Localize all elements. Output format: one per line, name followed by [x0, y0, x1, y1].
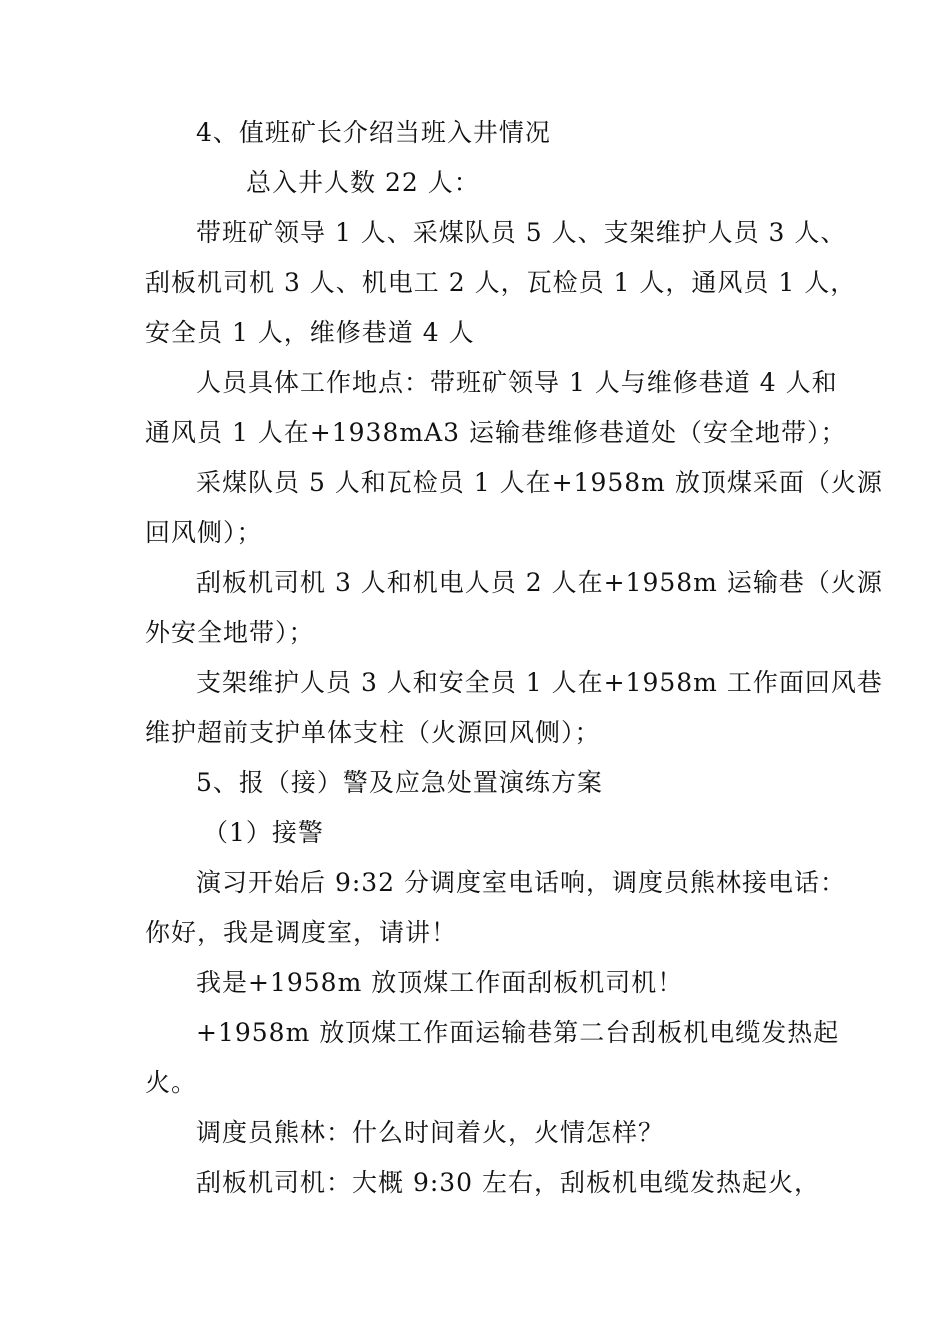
- paragraph-line: 外安全地带）；: [145, 618, 315, 647]
- section-heading-5: 5、报（接）警及应急处置演练方案: [196, 768, 603, 797]
- paragraph-line: 火。: [145, 1068, 198, 1097]
- paragraph-line: 你好，我是调度室，请讲！: [145, 918, 458, 947]
- paragraph-line: 支架维护人员 3 人和安全员 1 人在+1958m 工作面回风巷: [196, 668, 883, 697]
- paragraph-line: 演习开始后 9:32 分调度室电话响，调度员熊林接电话：: [196, 868, 847, 897]
- paragraph-line: 带班矿领导 1 人、采煤队员 5 人、支架维护人员 3 人、: [196, 218, 847, 247]
- paragraph-line: 维护超前支护单体支柱（火源回风侧）；: [145, 718, 601, 747]
- section-heading-4: 4、值班矿长介绍当班入井情况: [196, 118, 551, 147]
- paragraph-line: +1958m 放顶煤工作面运输巷第二台刮板机电缆发热起: [196, 1018, 840, 1047]
- paragraph-line: 调度员熊林：什么时间着火，火情怎样？: [196, 1118, 665, 1147]
- paragraph-line: 刮板机司机 3 人和机电人员 2 人在+1958m 运输巷（火源: [196, 568, 883, 597]
- total-personnel-line: 总入井人数 22 人：: [246, 168, 480, 197]
- paragraph-line: 安全员 1 人，维修巷道 4 人: [145, 318, 475, 347]
- paragraph-line: 通风员 1 人在+1938mA3 运输巷维修巷道处（安全地带）；: [145, 418, 847, 447]
- paragraph-line: 刮板机司机：大概 9:30 左右，刮板机电缆发热起火，: [196, 1168, 821, 1197]
- paragraph-line: 人员具体工作地点：带班矿领导 1 人与维修巷道 4 人和: [196, 368, 838, 397]
- paragraph-line: 回风侧）；: [145, 518, 263, 547]
- subsection-heading: （1）接警: [203, 818, 324, 847]
- paragraph-line: 采煤队员 5 人和瓦检员 1 人在+1958m 放顶煤采面（火源: [196, 468, 883, 497]
- paragraph-line: 我是+1958m 放顶煤工作面刮板机司机！: [196, 968, 684, 997]
- paragraph-line: 刮板机司机 3 人、机电工 2 人，瓦检员 1 人，通风员 1 人，: [145, 268, 857, 297]
